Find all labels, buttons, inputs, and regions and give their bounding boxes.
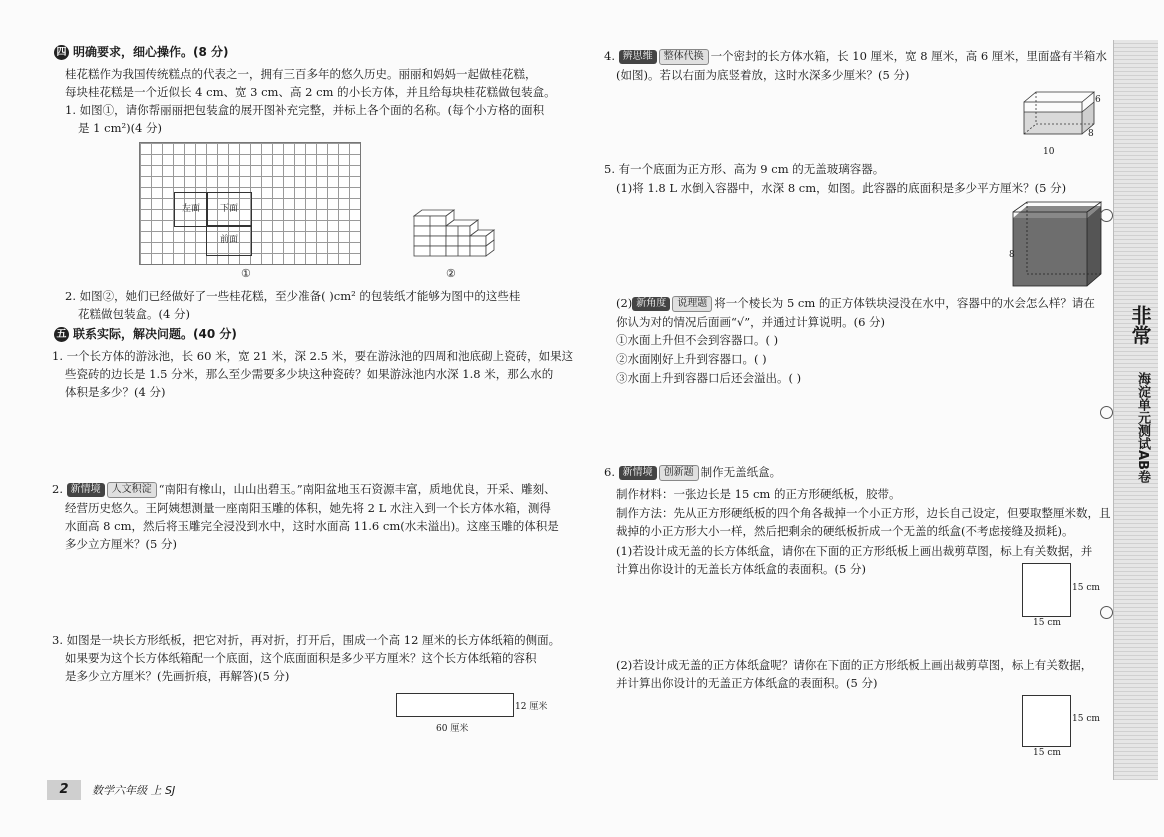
p2-line-3: 水面高 8 cm，然后将玉雕完全浸没到水中，这时水面高 11.6 cm(水未溢出)。这座玉雕的体积是 <box>65 519 559 533</box>
q6-part2-line-1: (2)若设计成无盖的正方体纸盒呢？请你在下面的正方形纸板上画出裁剪草图，标上有关数据， <box>616 658 1093 672</box>
square-board-2[interactable] <box>1022 695 1071 747</box>
p3-line-1: 3. 如图是一块长方形纸板，把它对折，再对折，打开后，围成一个高 12 厘米的长方体纸箱的侧面。 <box>52 633 561 647</box>
p2-line-4: 多少立方厘米？(5 分) <box>65 537 177 551</box>
binding-hole-icon <box>1100 406 1113 419</box>
q5c-line-2: 你认为对的情况后面画“√”，并通过计算说明。(6 分) <box>616 315 886 329</box>
section-four-number: 四 <box>54 45 69 60</box>
square-board-1[interactable] <box>1022 563 1071 617</box>
sidebar-title: 海淀单元测试AB卷 <box>1135 372 1150 483</box>
q6-materials: 制作材料：一张边长是 15 cm 的正方形硬纸板，胶带。 <box>616 487 901 501</box>
rect-width-label: 60 厘米 <box>436 724 469 734</box>
face-left: 左面 <box>174 192 208 227</box>
square-2-side-label: 15 cm <box>1072 714 1100 724</box>
q4-line-2: (如图)。若以右面为底竖着放，这时水深多少厘米？(5 分) <box>616 68 910 82</box>
sidebar-brand: 非常 <box>1128 305 1152 345</box>
q4-number: 4. <box>604 49 615 63</box>
binding-hole-icon <box>1100 209 1113 222</box>
q6-tag-innovation: 创新题 <box>659 465 699 481</box>
option-2[interactable]: ②水面刚好上升到容器口。( ) <box>616 352 767 366</box>
p3-line-2: 如果要为这个长方体纸箱配一个底面，这个底面面积是多少平方厘米？这个长方体纸箱的容积 <box>65 651 537 665</box>
q5-line-1: 5. 有一个底面为正方形、高为 9 cm 的无盖玻璃容器。 <box>604 162 885 176</box>
tank-height-label: 6 <box>1095 95 1101 105</box>
q6-method-1: 制作方法：先从正方形硬纸板的四个角各裁掉一个小正方形，边长自己设定，但要取整厘米数，且 <box>616 506 1111 520</box>
option-3[interactable]: ③水面上升到容器口后还会溢出。( ) <box>616 371 802 385</box>
q5c-text-1: 将一个棱长为 5 cm 的正方体铁块浸没在水中，容器中的水会怎么样？请在 <box>714 296 1095 310</box>
section-five-number: 五 <box>54 327 69 342</box>
p1-line-2: 些瓷砖的边长是 1.5 分米，那么至少需要多少块这种瓷砖？如果游泳池内水深 1.8 米，那么水的 <box>65 367 554 381</box>
option-1[interactable]: ①水面上升但不会到容器口。( ) <box>616 333 779 347</box>
q5c-tag-angle: 新角度 <box>632 297 670 311</box>
p1-line-1: 1. 一个长方体的游泳池，长 60 米，宽 21 米，深 2.5 米，要在游泳池的四周和池底砌上瓷砖，如果这 <box>52 349 574 363</box>
q5c-tag-reasoning: 说理题 <box>672 296 712 312</box>
section-four-heading <box>54 44 229 60</box>
page-number: 2 <box>47 780 81 800</box>
q5c-line-1 <box>616 295 1095 312</box>
rect-height-label: 12 厘米 <box>515 702 548 712</box>
q6-title: 制作无盖纸盒。 <box>700 465 782 479</box>
q6-part2-line-2: 并计算出你设计的无盖正方体纸盒的表面积。(5 分) <box>616 676 878 690</box>
glass-container-figure <box>1007 200 1105 292</box>
water-depth-label: 8 <box>1009 250 1015 260</box>
q4-text-1: 一个密封的长方体水箱，长 10 厘米，宽 8 厘米，高 6 厘米，里面盛有半箱水 <box>710 49 1107 63</box>
p1-line-3: 体积是多少？(4 分) <box>65 385 166 399</box>
binding-hole-icon <box>1100 606 1113 619</box>
section-five-title: 联系实际，解决问题。(40 分) <box>73 327 237 341</box>
footer-subject: 数学六年级 上 SJ <box>92 784 176 797</box>
tank-width-label: 8 <box>1088 129 1094 139</box>
p2-tag-humanities: 人文积淀 <box>107 482 157 498</box>
section-five-heading <box>54 326 237 342</box>
q4-line-1 <box>604 48 1107 65</box>
q2-line-2: 花糕做包装盒。(4 分) <box>78 307 190 321</box>
q6-part1-line-2: 计算出你设计的无盖长方体纸盒的表面积。(5 分) <box>616 562 866 576</box>
p3-line-3: 是多少立方厘米？(先画折痕，再解答)(5 分) <box>65 669 290 683</box>
q6-tag-new-context: 新情境 <box>619 466 657 480</box>
q6-part1-line-1: (1)若设计成无盖的长方体纸盒，请你在下面的正方形纸板上画出裁剪草图，标上有关数据，并 <box>616 544 1093 558</box>
stacked-cakes-figure <box>408 206 498 268</box>
q6-number: 6. <box>604 465 615 479</box>
square-1-side-label: 15 cm <box>1072 583 1100 593</box>
p2-line-1 <box>52 481 556 498</box>
q4-tag-substitution: 整体代换 <box>659 49 709 65</box>
q6-line-1 <box>604 464 781 481</box>
face-front: 前面 <box>206 225 252 256</box>
q5c-prefix: (2) <box>616 296 633 310</box>
p2-tag-new-context: 新情境 <box>67 483 105 497</box>
intro-line-1: 桂花糕作为我国传统糕点的代表之一，拥有三百多年的悠久历史。丽丽和妈妈一起做桂花糕， <box>65 67 537 81</box>
q5-line-2: (1)将 1.8 L 水倒入容器中，水深 8 cm，如图。此容器的底面积是多少平方厘米？(5 分) <box>616 181 1067 195</box>
q4-tag-thinking: 辨思维 <box>619 50 657 64</box>
p2-text-1: “南阳有橡山，山山出碧玉。”南阳盆地玉石资源丰富，质地优良，开采、雕刻、 <box>158 482 556 496</box>
cardboard-rect <box>396 693 514 717</box>
p2-number: 2. <box>52 482 63 496</box>
intro-line-2: 每块桂花糕是一个近似长 4 cm、宽 3 cm、高 2 cm 的小长方体，并且给每块桂花糕做包装盒。 <box>65 85 556 99</box>
q6-method-2: 裁掉的小正方形大小一样，然后把剩余的硬纸板折成一个无盖的纸盒(不考虑接缝及损耗)。 <box>616 524 1074 538</box>
q2-line-1: 2. 如图②，她们已经做好了一些桂花糕，至少准备( )cm² 的包装纸才能够为图中的这些桂 <box>65 289 521 303</box>
square-1-bottom-label: 15 cm <box>1033 618 1061 628</box>
tank-length-label: 10 <box>1043 147 1055 157</box>
square-2-bottom-label: 15 cm <box>1033 748 1061 758</box>
figure-2-label: ② <box>446 267 456 280</box>
figure-1-label: ① <box>241 267 251 280</box>
q1-line-2: 是 1 cm²)(4 分) <box>78 121 163 135</box>
section-four-title: 明确要求，细心操作。(8 分) <box>73 45 229 59</box>
face-bottom: 下面 <box>206 192 252 227</box>
p2-line-2: 经营历史悠久。王阿姨想测量一座南阳玉雕的体积，她先将 2 L 水注入到一个长方体水箱，测得 <box>65 501 551 515</box>
q1-line-1: 1. 如图①，请你帮丽丽把包装盒的展开图补充完整，并标上各个面的名称。(每个小方格的面积 <box>65 103 545 117</box>
